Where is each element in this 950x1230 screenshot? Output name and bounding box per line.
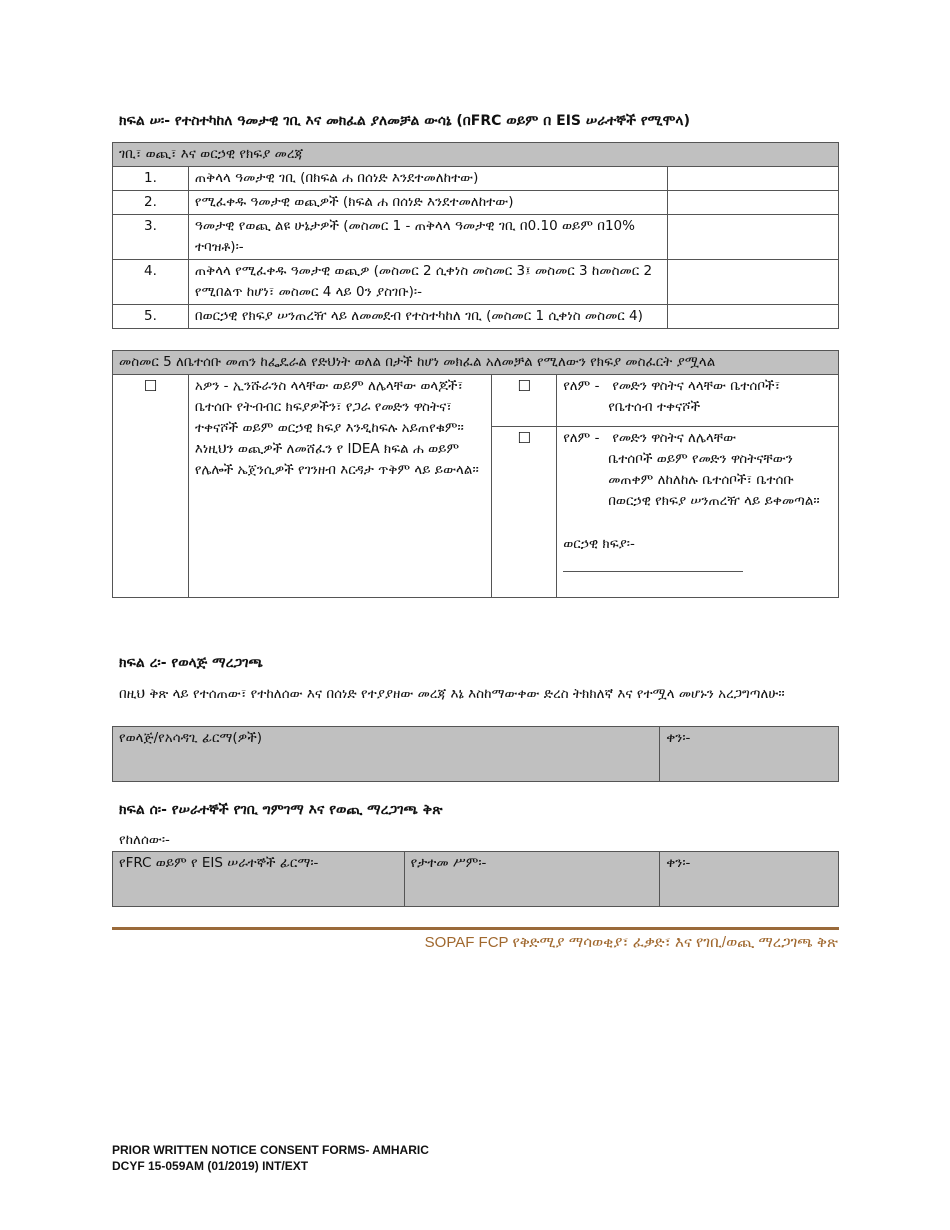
form-id: DCYF 15-059AM (01/2019) INT/EXT	[112, 1159, 309, 1173]
yes-checkbox[interactable]: ☐	[113, 375, 189, 598]
parent-signature-field[interactable]	[113, 727, 660, 782]
printed-name-field[interactable]	[404, 852, 660, 907]
determination-table	[112, 350, 839, 598]
row-label: በወርኃዊ የክፍያ ሠንጠረዥ ላይ ለመመደብ የተስተካከለ ገቢ (መስመር 1 ሲቀነስ መስመር 4)	[188, 305, 667, 329]
footer-title: SOPAF FCP የቅድሚያ ማሳወቂያ፣ ፈቃድ፣ እና የገቢ/ወጪ ማረጋገጫ ቅጽ	[424, 934, 838, 951]
no-uninsured-text: የመድን ዋስትና ለሌላቸው	[612, 430, 737, 447]
parent-signature-table	[112, 726, 839, 782]
table-row	[113, 215, 839, 260]
section-d-title: ክፍል ረ፡- የወላጅ ማረጋገጫ	[119, 655, 263, 671]
parent-signature-label: የወላጅ/የአሳዳጊ ፊርማ(ዎች)	[119, 730, 263, 746]
form-name: PRIOR WRITTEN NOTICE CONSENT FORMS- AMHARIC	[112, 1143, 429, 1157]
table-row	[113, 167, 839, 191]
row-value-field[interactable]	[668, 305, 839, 329]
income-table-header: ገቢ፣ ወጪ፣ እና ወርኃዊ የክፍያ መረጃ	[113, 143, 839, 167]
row-value-field[interactable]	[668, 215, 839, 260]
no-label: የለም -	[563, 378, 600, 394]
section-c-title: ክፍል ሠ፡- የተስተካከለ ዓመታዊ ገቢ እና መክፈል ያለመቻል ውሳኔ (በFRC ወይም በ EIS ሠራተኞች የሚሞላ)	[119, 113, 690, 129]
footer-rule	[112, 927, 839, 930]
no-uninsured-cont: ቤተሰቦች ወይም የመድን ዋስትናቸውን መጠቀም ለከለከሉ ቤተሰቦች፣ ቤተሰቡ በወርኃዊ የክፍያ ሠንጠረዥ ላይ ይቀመጣል።	[608, 451, 820, 510]
section-e-title: ክፍል ሰ፡- የሠራተኞች የገቢ ግምገማ እና የወጪ ማረጋገጫ ቅጽ	[119, 802, 443, 818]
row-label: ዓመታዊ የወጪ ልዩ ሁኔታዎች (መስመር 1 - ጠቅላላ ዓመታዊ ገቢ በ0.10 ወይም በ10% ተባዝቶ)፡-	[188, 215, 667, 260]
no-insured-text: የመድን ዋስትና ላላቸው ቤተሰቦች፣	[612, 378, 781, 394]
staff-date-field[interactable]	[660, 852, 839, 907]
row-number: 1.	[113, 167, 189, 191]
monthly-payment-label: ወርኃዊ ክፍያ፡-	[563, 536, 635, 553]
row-label: ጠቅላላ ዓመታዊ ገቢ (በክፍል ሐ በሰነድ እንደተመለከተው)	[188, 167, 667, 191]
no-label: የለም -	[563, 430, 600, 447]
row-value-field[interactable]	[668, 260, 839, 305]
row-label: የሚፈቀዱ ዓመታዊ ወጪዎች (ክፍል ሐ በሰነድ እንደተመለከተው)	[188, 191, 667, 215]
no-insured-checkbox[interactable]: ☐	[492, 375, 557, 427]
no-uninsured-checkbox[interactable]: ☐	[492, 427, 557, 598]
monthly-payment-field[interactable]	[563, 561, 743, 572]
parent-statement: በዚህ ቅጽ ላይ የተሰጠው፣ የተከለሰው እና በሰነድ የተያያዘው መረጃ እኔ እስከማውቀው ድረስ ትክክለኛ እና የተሟላ መሆኑን አረጋግጣለሁ።	[119, 686, 785, 702]
yes-option-text: አዎን - ኢንሹራንስ ላላቸው ወይም ለሌላቸው ወላጆች፣ ቤተሰቡ የትብብር ክፍያዎችን፣ የጋራ የመድን ዋስትና፣ ተቀናሾች ወይም ወርኃዊ ክፍያ እንዲከፍሉ አይጠየቁም። እነዚህን ወጪዎች ለመሸፈን የ IDEA ክፍል ሐ ወይም የሌሎች ኤጀንሲዎች የገንዘብ እርዳታ ጥቅም ላይ ይውላል።	[188, 375, 491, 598]
row-number: 4.	[113, 260, 189, 305]
staff-signature-table	[112, 851, 839, 907]
determination-header: መስመር 5 ለቤተሰቡ መጠን ከፌዴራል የድህነት ወለል በታች ከሆነ መክፈል አለመቻል የሚለውን የክፍያ መስፈርት ያሟላል	[113, 351, 839, 375]
row-number: 2.	[113, 191, 189, 215]
staff-signature-field[interactable]	[113, 852, 405, 907]
reviewed-label: የከለሰው፡-	[119, 832, 170, 848]
row-value-field[interactable]	[668, 191, 839, 215]
income-table	[112, 142, 839, 329]
row-label: ጠቅላላ የሚፈቀዱ ዓመታዊ ወጪዎ (መስመር 2 ሲቀነስ መስመር 3፤ መስመር 3 ከመስመር 2 የሚበልጥ ከሆነ፣ መስመር 4 ላይ 0ን ያስገቡ)፡-	[188, 260, 667, 305]
row-number: 3.	[113, 215, 189, 260]
staff-signature-label: የFRC ወይም የ EIS ሠራተኞች ፊርማ፡-	[119, 855, 319, 871]
table-row	[113, 191, 839, 215]
row-number: 5.	[113, 305, 189, 329]
staff-date-label: ቀን፡-	[666, 855, 691, 871]
parent-date-field[interactable]	[660, 727, 839, 782]
no-insured-cont: የቤተሰብ ተቀናሾች	[608, 399, 701, 415]
table-row	[113, 305, 839, 329]
row-value-field[interactable]	[668, 167, 839, 191]
no-insured-option	[557, 375, 839, 427]
printed-name-label: የታተመ ሥም፡-	[410, 855, 487, 871]
table-row	[113, 260, 839, 305]
parent-date-label: ቀን፡-	[666, 730, 691, 746]
no-uninsured-option	[557, 427, 839, 598]
